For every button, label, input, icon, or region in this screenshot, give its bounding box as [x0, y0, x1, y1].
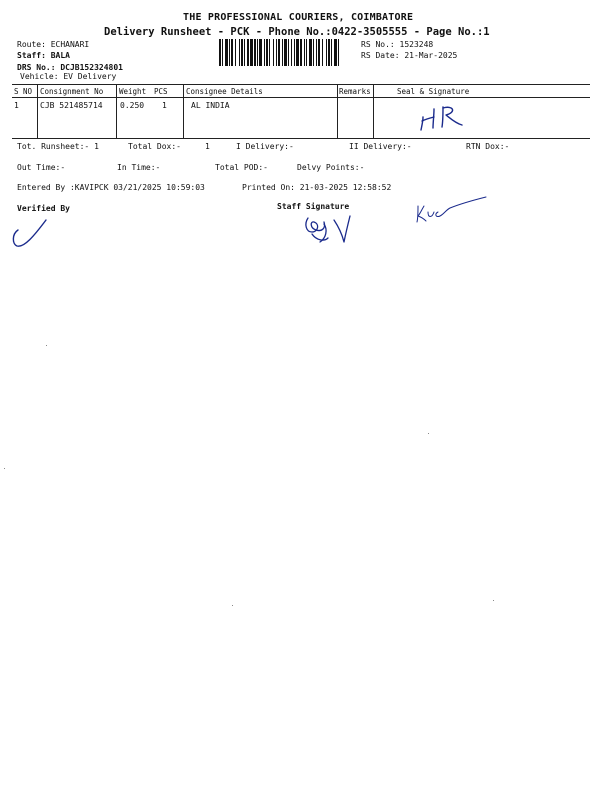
barcode-bar [288, 39, 289, 66]
barcode-bar [322, 39, 323, 66]
total-pod: Total POD:- [215, 163, 268, 172]
header-weight: Weight [119, 87, 147, 96]
table-col-divider [37, 84, 38, 138]
barcode-bar [296, 39, 299, 66]
barcode-bar [331, 39, 332, 66]
barcode-bar [239, 39, 240, 66]
delvy-points: Delvy Points:- [297, 163, 365, 172]
rtn-dox: RTN Dox:- [466, 142, 510, 151]
entered-by: Entered By :KAVIPCK 03/21/2025 10:59:03 [17, 183, 205, 192]
barcode-bar [291, 39, 292, 66]
table-top-border [12, 84, 590, 85]
in-time: In Time:- [117, 163, 161, 172]
barcode-bar [244, 39, 245, 66]
table-col-divider [373, 84, 374, 138]
barcode-bar [254, 39, 256, 66]
total-dox-value: 1 [205, 142, 210, 151]
total-dox-label: Total Dox:- [128, 142, 181, 151]
barcode-bar [318, 39, 320, 66]
staff-signature-label: Staff Signature [277, 202, 350, 211]
runsheet-title: Delivery Runsheet - PCK - Phone No.:0422-3505555 - Page No.:1 [104, 26, 490, 38]
drs-number: DRS No.: DCJB152324801 [17, 63, 123, 72]
staff-label: Staff: BALA [17, 51, 70, 60]
barcode-bar [294, 39, 295, 66]
barcode-bar [276, 39, 277, 66]
barcode-bar [334, 39, 337, 66]
barcode [218, 39, 356, 66]
barcode-bar [247, 39, 249, 66]
barcode-bar [278, 39, 280, 66]
barcode-bar [309, 39, 312, 66]
barcode-bar [257, 39, 258, 66]
barcode-bar [235, 39, 236, 66]
barcode-bar [316, 39, 317, 66]
table-col-divider [116, 84, 117, 138]
rs-date: RS Date: 21-Mar-2025 [361, 51, 458, 60]
header-consignment-no: Consignment No [40, 87, 104, 96]
seal-handwriting-hr [417, 103, 469, 133]
scan-speck [428, 433, 429, 434]
ii-delivery: II Delivery:- [349, 142, 412, 151]
barcode-bar [306, 39, 307, 66]
barcode-bar [250, 39, 253, 66]
out-time: Out Time:- [17, 163, 66, 172]
barcode-bar [304, 39, 305, 66]
barcode-bar [229, 39, 230, 66]
barcode-bar [313, 39, 314, 66]
rs-number: RS No.: 1523248 [361, 40, 434, 49]
barcode-bar [300, 39, 302, 66]
i-delivery: I Delivery:- [236, 142, 294, 151]
scan-speck [232, 605, 233, 606]
table-bottom-border [12, 138, 590, 139]
table-header-border [12, 97, 590, 98]
company-title: THE PROFESSIONAL COURIERS, COIMBATORE [183, 12, 414, 23]
row-weight: 0.250 [120, 101, 145, 110]
barcode-bar [225, 39, 228, 66]
scan-speck [46, 345, 47, 346]
barcode-bar [266, 39, 268, 66]
row-s-no: 1 [14, 101, 19, 110]
barcode-bar [328, 39, 330, 66]
row-pcs: 1 [162, 101, 167, 110]
printed-on: Printed On: 21-03-2025 12:58:52 [242, 183, 392, 192]
barcode-bar [241, 39, 243, 66]
barcode-bar [273, 39, 274, 66]
row-consignment-no: CJB 521485714 [40, 101, 103, 110]
table-col-divider [337, 84, 338, 138]
barcode-bar [284, 39, 287, 66]
barcode-bar [338, 39, 339, 66]
barcode-bar [219, 39, 221, 66]
barcode-bar [264, 39, 265, 66]
route-label: Route: ECHANARI [17, 40, 90, 49]
table-col-divider [183, 84, 184, 138]
staff-signature-scribble [298, 212, 352, 248]
row-consignee: AL INDIA [191, 101, 230, 110]
extra-signature-scribble [414, 194, 490, 224]
header-consignee-details: Consignee Details [186, 87, 263, 96]
barcode-bar [326, 39, 327, 66]
header-remarks: Remarks [339, 87, 371, 96]
header-pcs: PCS [154, 87, 168, 96]
barcode-bar [231, 39, 233, 66]
barcode-bar [269, 39, 270, 66]
vehicle-label: Vehicle: EV Delivery [20, 72, 117, 81]
scan-speck [493, 600, 494, 601]
tot-runsheet: Tot. Runsheet:- 1 [17, 142, 99, 151]
verified-by-signature [8, 216, 52, 252]
barcode-bar [282, 39, 283, 66]
barcode-bar [259, 39, 262, 66]
scan-speck [4, 468, 5, 469]
header-s-no: S NO [14, 87, 33, 96]
barcode-bar [222, 39, 223, 66]
verified-by-label: Verified By [17, 204, 70, 213]
header-seal-signature: Seal & Signature [397, 87, 470, 96]
